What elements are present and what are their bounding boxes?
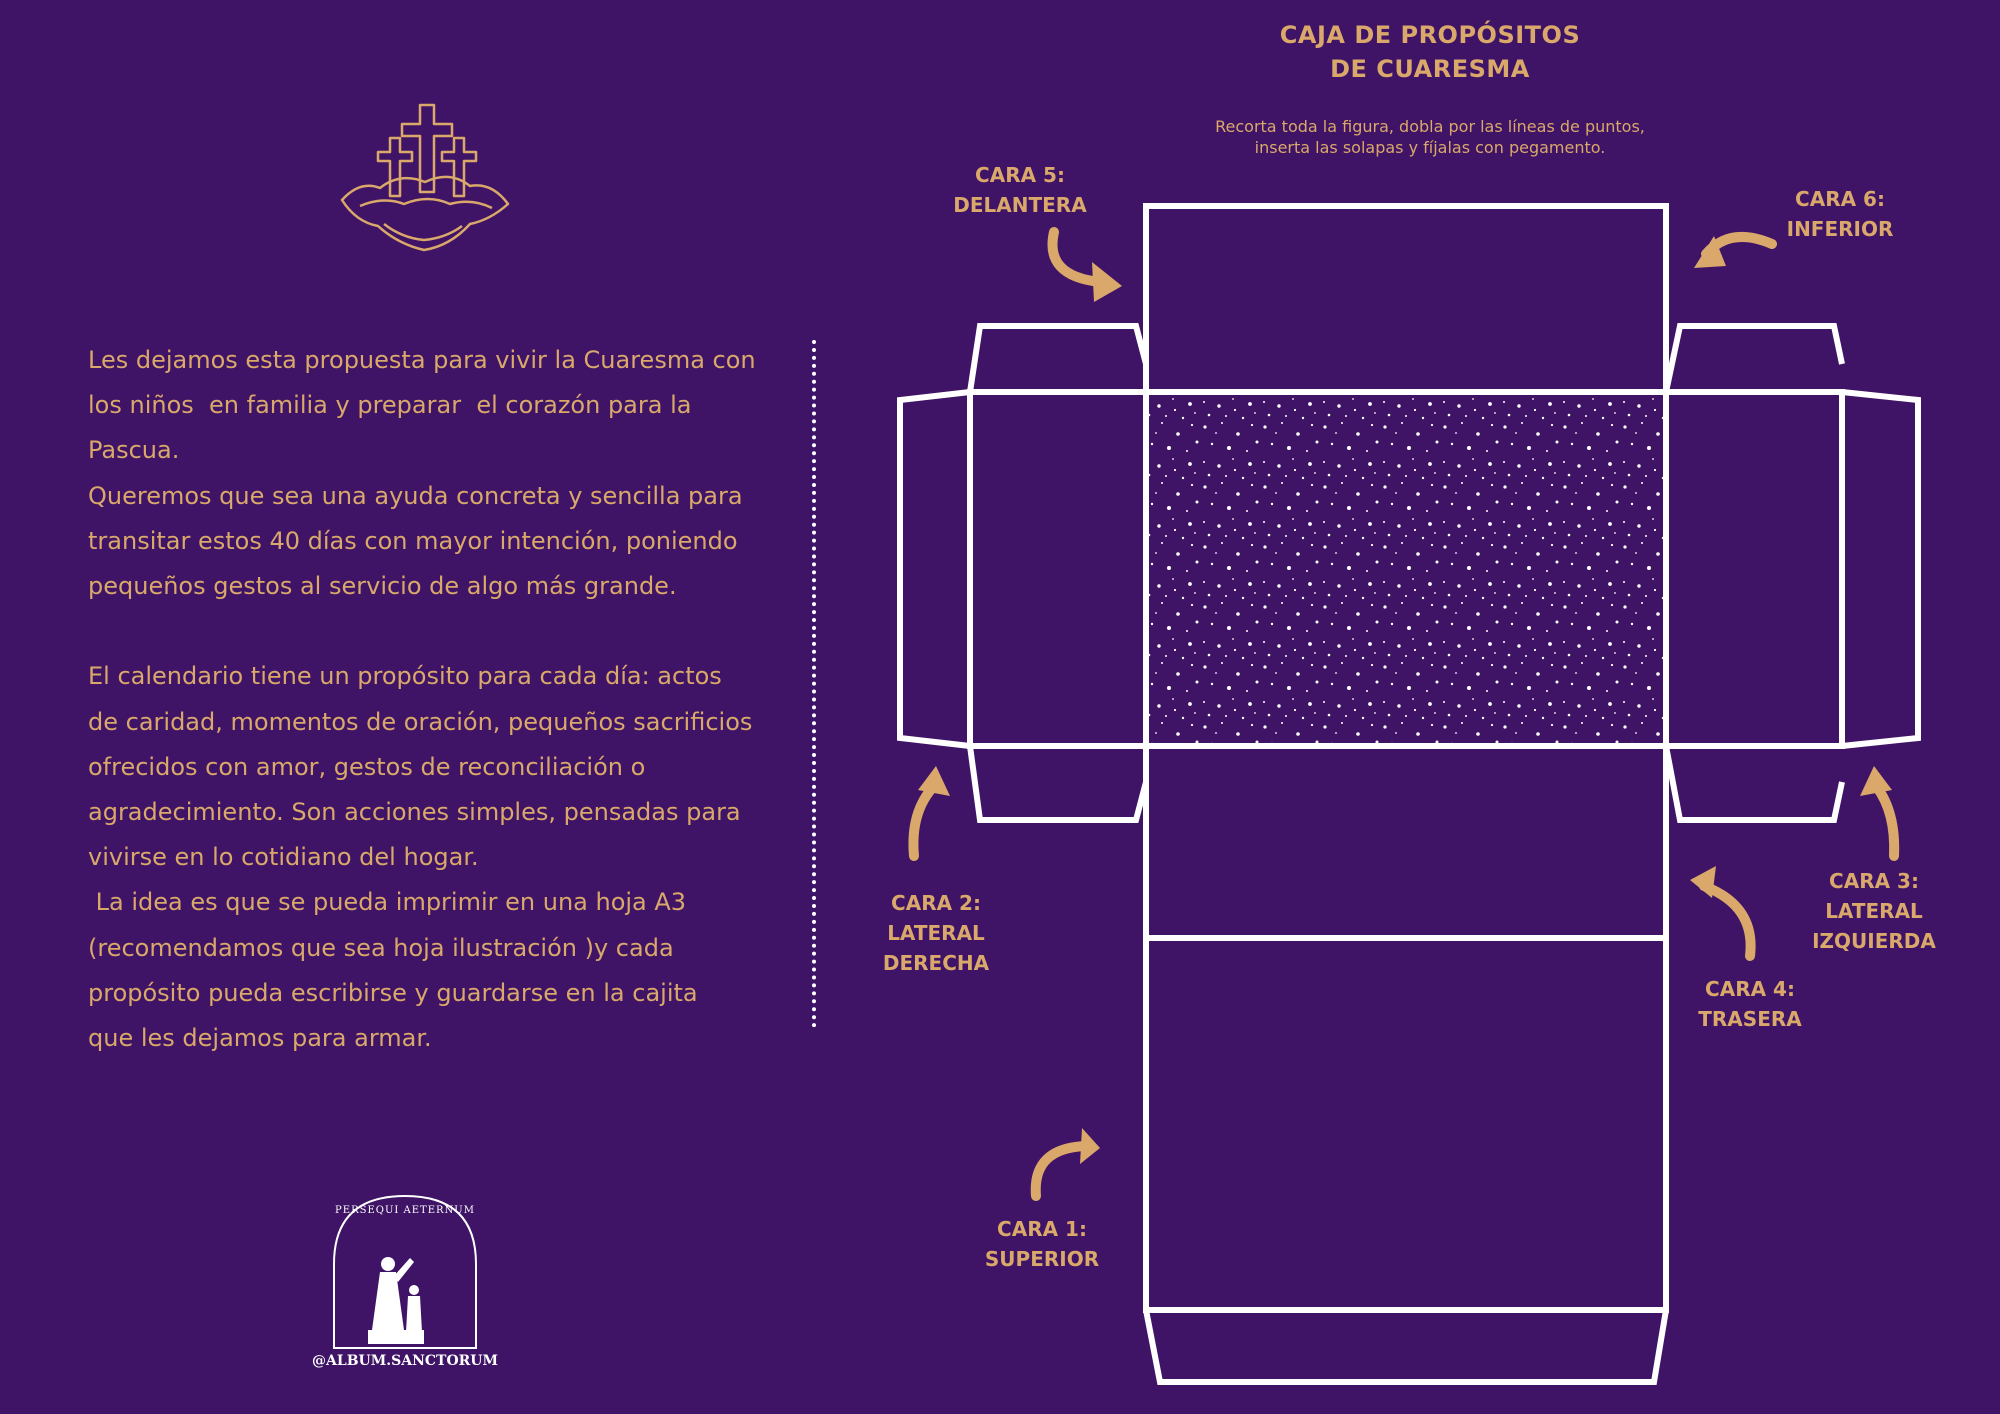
title-line-1: CAJA DE PROPÓSITOS [1279, 21, 1581, 49]
title-line-2: DE CUARESMA [1330, 55, 1530, 83]
instructions-line-1: Recorta toda la figura, dobla por las líneas de puntos, [1215, 117, 1645, 136]
logo-arch-text: PERSEQUI AETERNUM [335, 1205, 475, 1216]
instructions-line-2: inserta las solapas y fíjalas con pegamento. [1254, 138, 1606, 157]
label-cara-2: CARA 2: LATERAL DERECHA [882, 891, 990, 975]
label-cara-5: CARA 5: DELANTERA [953, 163, 1087, 217]
label-cara-4: CARA 4: TRASERA [1698, 977, 1802, 1031]
label-cara-1: CARA 1: SUPERIOR [984, 1217, 1100, 1271]
label-cara-6: CARA 6: INFERIOR [1786, 187, 1894, 241]
instagram-handle: @ALBUM.SANCTORUM [312, 1353, 498, 1369]
label-cara-3: CARA 3: LATERAL IZQUIERDA [1812, 869, 1936, 953]
starry-face [1146, 392, 1666, 746]
intro-text: Les dejamos esta propuesta para vivir la Cuaresma con los niños en familia y preparar el corazón para la Pascua. Queremos que sea una ayuda concreta y sencilla para transitar estos 40 días con mayor intención, poniendo pequeños gestos al servicio de algo más grande. El calendario tiene un propósito para cada día: actos de caridad, momentos de oración, pequeños sacrificios ofrecidos con amor, gestos de reconciliación o agradecimiento. Son acciones simples, pensadas para vivirse en lo cotidiano del hogar. La idea es que se pueda imprimir en una hoja A3 (recomendamos que sea hoja ilustración )y cada propósito pueda escribirse y guardarse en la cajita que les dejamos para armar. [88, 346, 756, 1053]
